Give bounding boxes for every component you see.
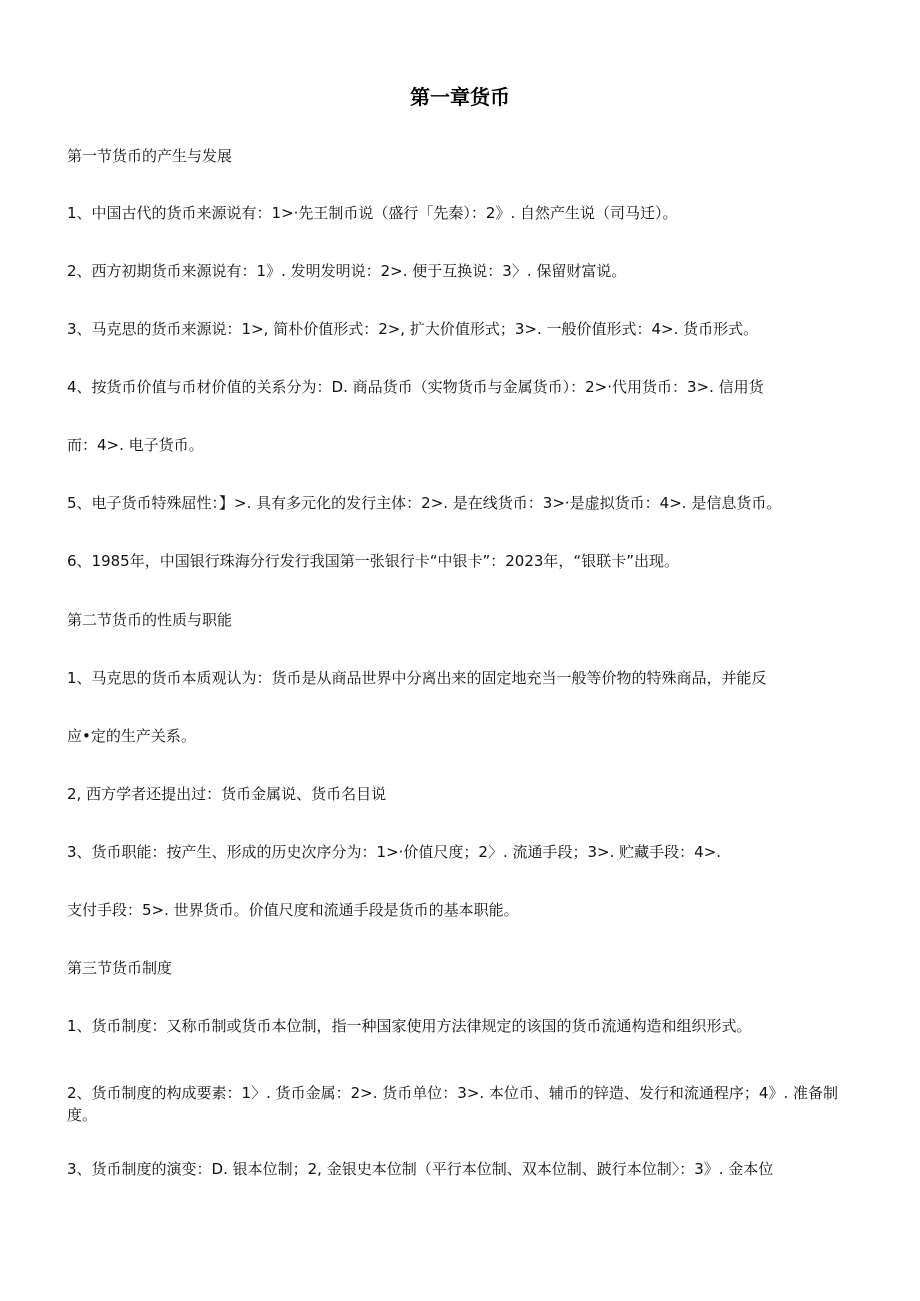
paragraph-line: 3、马克思的货币来源说：1>, 简朴价值形式：2>, 扩大价值形式；3>. 一般价值形式：4>. 货币形式。 [67, 320, 759, 338]
paragraph-line: 5、电子货币特殊屈性：】>. 具有多元化的发行主体：2>. 是在线货币：3>·是虚拟货币：4>. 是信息货币。 [67, 494, 782, 512]
paragraph-line: 1、货币制度：又称币制或货币本位制，指一种国家使用方法律规定的该国的货币流通构造和组织形式。 [67, 1017, 752, 1035]
paragraph-line: 6、1985年，中国银行珠海分行发行我国第一张银行卡“中银卡”：2023年，“银联卡”出现。 [67, 552, 679, 570]
section-heading-2: 第二节货币的性质与职能 [67, 611, 233, 629]
section-heading-1: 第一节货币的产生与发展 [67, 147, 233, 165]
section-heading-3: 第三节货币制度 [67, 959, 173, 977]
paragraph-line: 4、按货币价值与币材价值的关系分为：D. 商品货币（实物货币与金属货币）：2>·代用货币：3>. 信用货 [67, 378, 764, 396]
chapter-title: 第一章货币 [410, 85, 510, 109]
paragraph-line: 1、中国古代的货币来源说有：1>·先王制币说（盛行「先秦）：2》. 自然产生说（司马迁）。 [67, 204, 678, 222]
paragraph-line: 2, 西方学者还提出过：货币金属说、货币名目说 [67, 785, 387, 803]
paragraph-line: 3、货币职能：按产生、形成的历史次序分为：1>·价值尺度；2〉. 流通手段；3>. 贮藏手段：4>. [67, 843, 722, 861]
paragraph-line: 2、货币制度的构成要素：1〉. 货币金属：2>. 货币单位：3>. 本位币、辅币的锌造、发行和流通程序；4》. 准备制度。 [67, 1084, 839, 1124]
paragraph-line: 3、货币制度的演变：D. 银本位制；2, 金银史本位制（平行本位制、双本位制、跛行本位制〉：3》. 金本位 [67, 1160, 774, 1178]
paragraph-line: 支付手段：5>. 世界货币。价值尺度和流通手段是货币的基本职能。 [67, 901, 519, 919]
paragraph-line: 而：4>. 电子货币。 [67, 436, 204, 454]
paragraph-line: 1、马克思的货币本质观认为：货币是从商品世界中分离出来的固定地充当一般等价物的特殊商品，并能反 [67, 669, 767, 687]
paragraph-line: 应•定的生产关系。 [67, 727, 196, 745]
paragraph-line: 2、西方初期货币来源说有：1》. 发明发明说：2>. 便于互换说：3〉. 保留财富说。 [67, 262, 627, 280]
